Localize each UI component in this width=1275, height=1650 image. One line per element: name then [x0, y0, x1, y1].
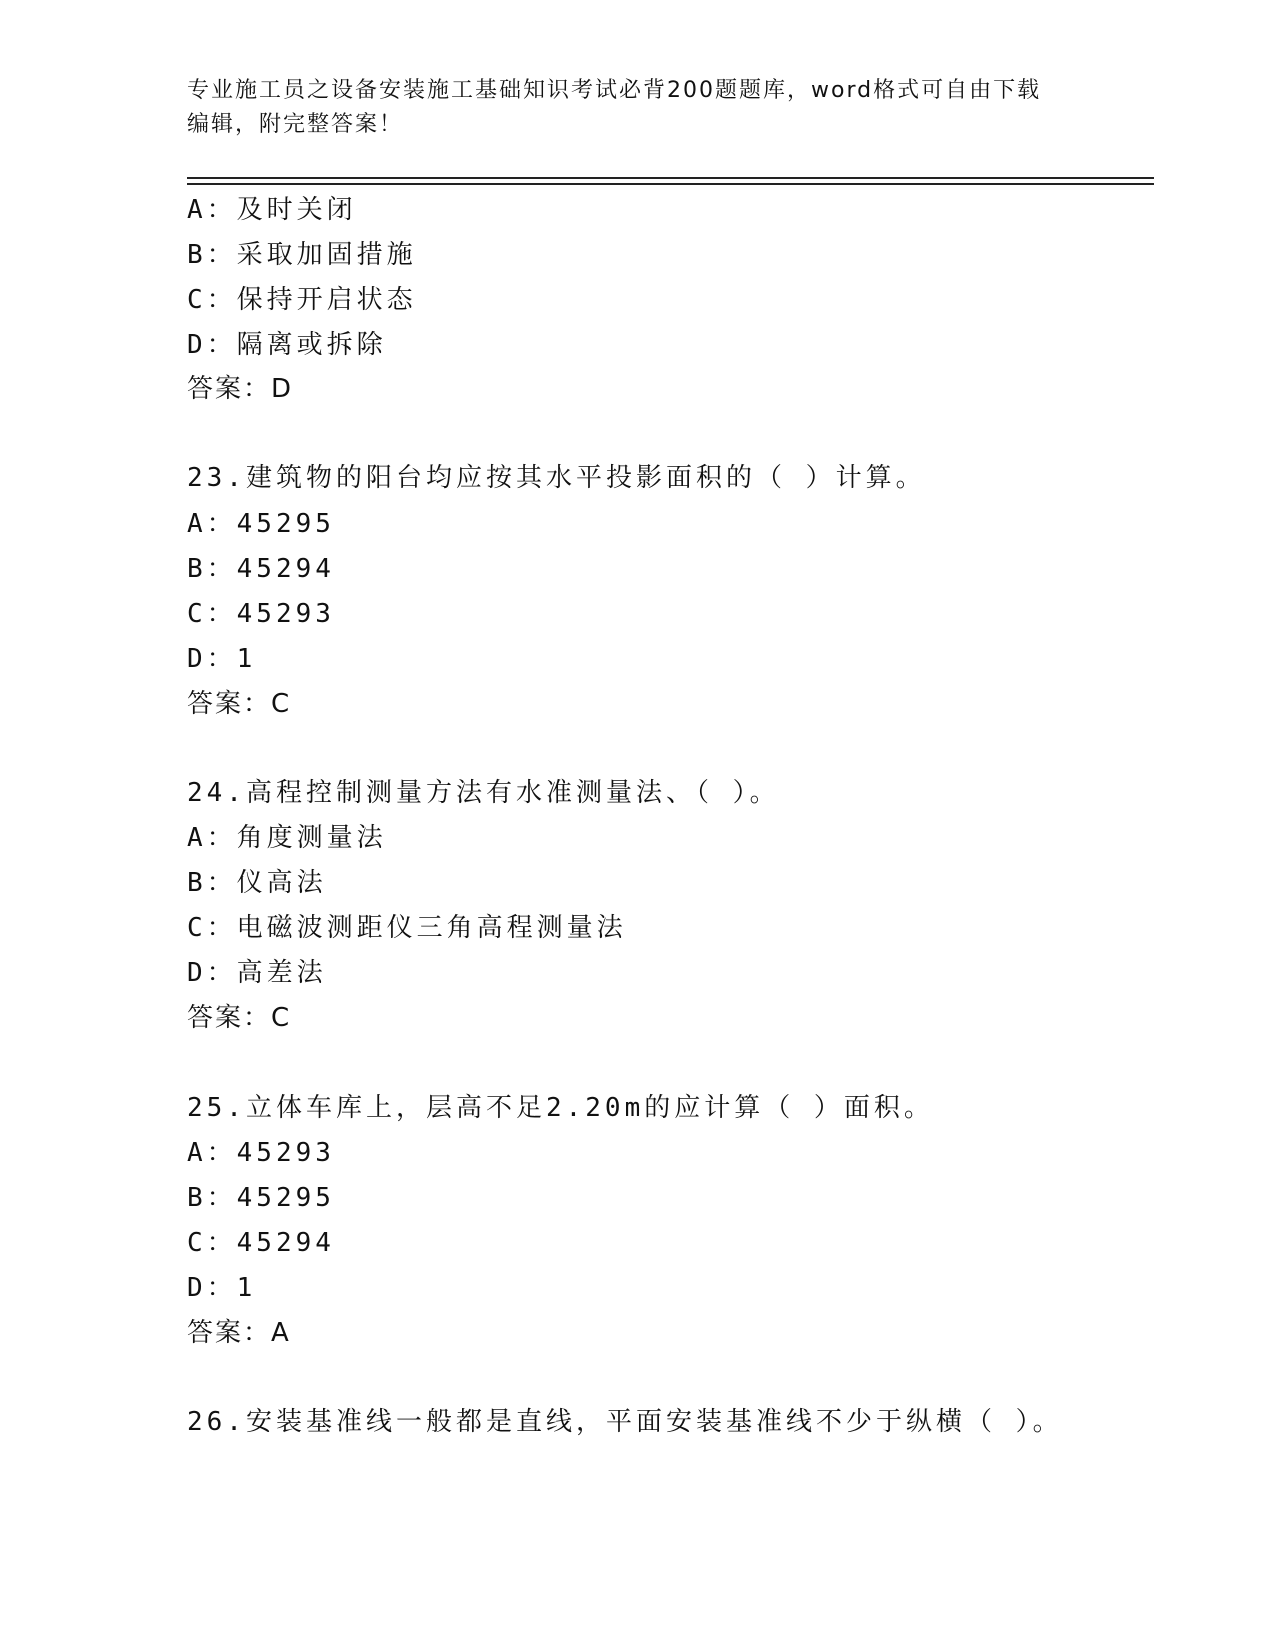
q26-stem: 26.安装基准线一般都是直线，平面安装基准线不少于纵横（ ）。	[187, 1407, 1063, 1437]
q25-option-b: B：45295	[187, 1183, 335, 1213]
q23-option-b: B：45294	[187, 554, 335, 584]
q22-option-a: A：及时关闭	[187, 195, 357, 225]
q22-option-b: B：采取加固措施	[187, 240, 417, 270]
q25-option-d: D：1	[187, 1273, 257, 1303]
q22-option-d: D：隔离或拆除	[187, 330, 387, 360]
document-header	[187, 74, 1087, 142]
q25-option-a: A：45293	[187, 1138, 335, 1168]
q22-option-c: C：保持开启状态	[187, 285, 417, 315]
q23-stem: 23.建筑物的阳台均应按其水平投影面积的（ ）计算。	[187, 463, 926, 493]
q23-answer: 答案：C	[187, 689, 292, 719]
q23-option-c: C：45293	[187, 599, 335, 629]
q24-stem: 24.高程控制测量方法有水准测量法、（ ）。	[187, 778, 780, 808]
q25-stem: 25.立体车库上，层高不足2.20m的应计算（ ）面积。	[187, 1093, 934, 1123]
q25-option-c: C：45294	[187, 1228, 335, 1258]
header-divider-top	[187, 177, 1154, 179]
q22-answer: 答案：D	[187, 374, 294, 404]
q25-answer: 答案：A	[187, 1318, 291, 1348]
header-line-1: 专业施工员之设备安装施工基础知识考试必背200题题库，word格式可自由下载	[187, 78, 1042, 103]
q24-option-c: C：电磁波测距仪三角高程测量法	[187, 913, 627, 943]
q24-answer: 答案：C	[187, 1003, 292, 1033]
header-divider-bottom	[187, 183, 1154, 185]
q24-option-b: B：仪高法	[187, 868, 327, 898]
header-line-2: 编辑，附完整答案！	[187, 112, 404, 137]
q24-option-d: D：高差法	[187, 958, 327, 988]
q23-option-d: D：1	[187, 644, 257, 674]
q24-option-a: A：角度测量法	[187, 823, 387, 853]
q23-option-a: A：45295	[187, 509, 335, 539]
